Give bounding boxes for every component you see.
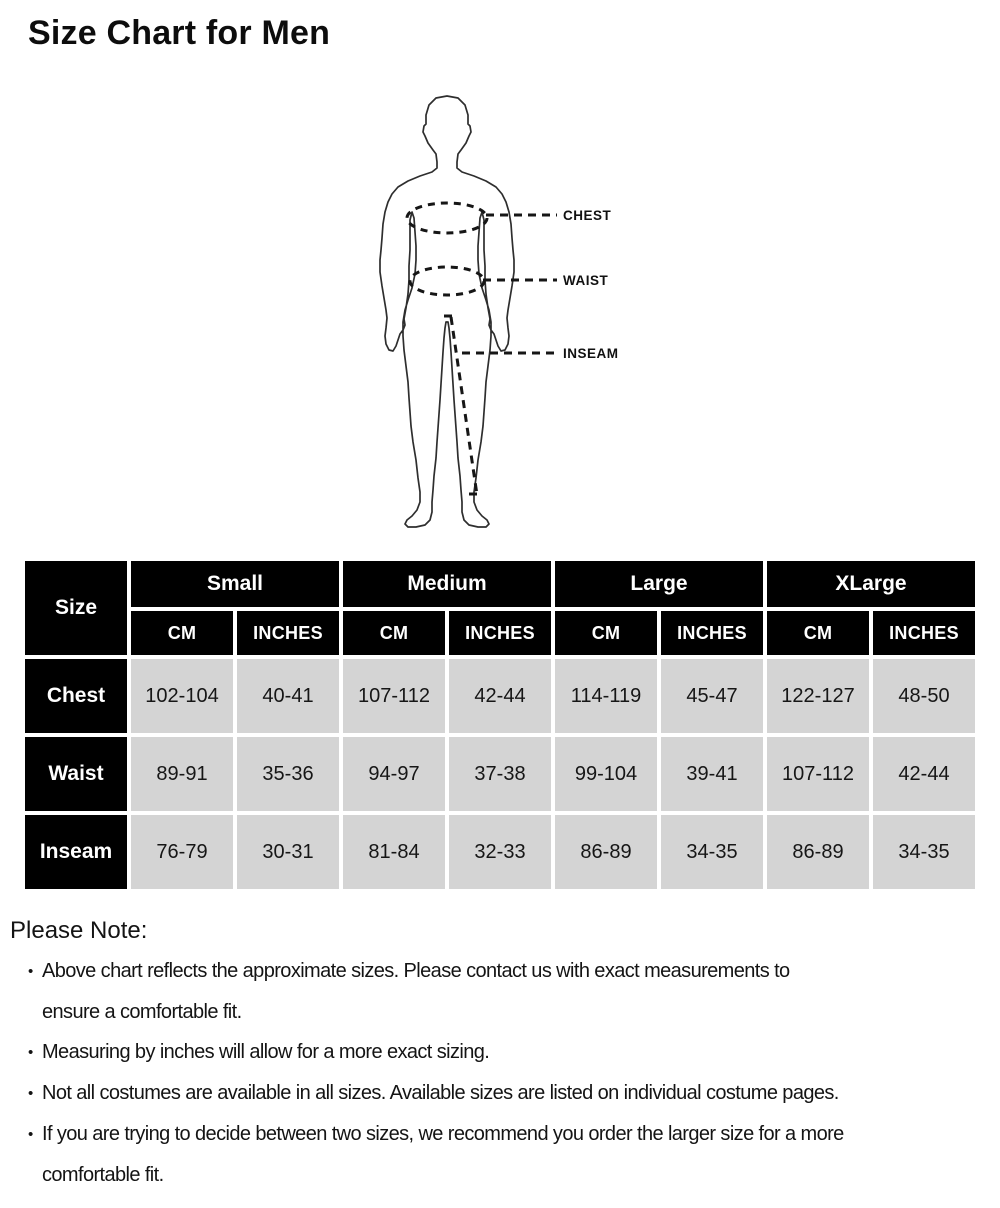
inseam-label: INSEAM (563, 346, 619, 361)
size-value-cell: 114-119 (555, 659, 657, 733)
size-corner-header: Size (25, 561, 127, 655)
size-value-cell: 107-112 (767, 737, 869, 811)
page-title: Size Chart for Men (28, 14, 331, 52)
bullet-icon: • (28, 963, 33, 980)
size-value-cell: 37-38 (449, 737, 551, 811)
table-row-inseam (25, 815, 975, 889)
row-label-waist: Waist (25, 737, 127, 811)
size-group-header-xlarge: XLarge (767, 561, 975, 607)
size-value-cell: 102-104 (131, 659, 233, 733)
size-value-cell: 86-89 (767, 815, 869, 889)
row-label-inseam: Inseam (25, 815, 127, 889)
note-text: comfortable fit. (42, 1164, 164, 1186)
list-item (0, 951, 1000, 1032)
unit-header-cm: CM (767, 611, 869, 655)
note-text: Measuring by inches will allow for a more exact sizing. (42, 1041, 490, 1063)
size-value-cell: 107-112 (343, 659, 445, 733)
note-line (0, 1032, 1000, 1073)
size-value-cell: 86-89 (555, 815, 657, 889)
unit-header-inches: INCHES (661, 611, 763, 655)
size-group-header-row (25, 561, 975, 607)
size-chart-page (0, 14, 1000, 1208)
body-outline (380, 96, 514, 527)
size-group-header-medium: Medium (343, 561, 551, 607)
note-text: Not all costumes are available in all sizes. Available sizes are listed on individual costume pages. (42, 1082, 839, 1104)
waist-measure-ellipse (410, 267, 484, 295)
unit-header-row (25, 611, 975, 655)
size-value-cell: 39-41 (661, 737, 763, 811)
size-value-cell: 40-41 (237, 659, 339, 733)
size-value-cell: 42-44 (449, 659, 551, 733)
size-value-cell: 94-97 (343, 737, 445, 811)
size-group-header-small: Small (131, 561, 339, 607)
note-line (0, 1073, 1000, 1114)
unit-header-cm: CM (131, 611, 233, 655)
unit-header-inches: INCHES (449, 611, 551, 655)
size-value-cell: 42-44 (873, 737, 975, 811)
note-line (0, 951, 1000, 992)
note-text: If you are trying to decide between two sizes, we recommend you order the larger size for a more (42, 1123, 844, 1145)
list-item (0, 1032, 1000, 1073)
size-value-cell: 45-47 (661, 659, 763, 733)
unit-header-cm: CM (555, 611, 657, 655)
size-table (21, 557, 979, 893)
size-group-header-large: Large (555, 561, 763, 607)
size-value-cell: 32-33 (449, 815, 551, 889)
notes-list (0, 951, 1000, 1195)
note-line (0, 1114, 1000, 1155)
table-row-waist (25, 737, 975, 811)
note-line (0, 1155, 1000, 1195)
chest-measure-ellipse (407, 203, 487, 233)
size-value-cell: 122-127 (767, 659, 869, 733)
size-value-cell: 89-91 (131, 737, 233, 811)
chest-label: CHEST (563, 208, 612, 223)
notes-section (0, 915, 1000, 1195)
bullet-icon: • (28, 1085, 33, 1102)
body-figure-illustration (358, 88, 638, 550)
row-label-chest: Chest (25, 659, 127, 733)
body-measurement-diagram (0, 53, 1000, 523)
size-value-cell: 35-36 (237, 737, 339, 811)
list-item (0, 1073, 1000, 1114)
size-value-cell: 99-104 (555, 737, 657, 811)
bullet-icon: • (28, 1044, 33, 1061)
note-text: ensure a comfortable fit. (42, 1001, 242, 1023)
bullet-icon: • (28, 1126, 33, 1143)
size-value-cell: 76-79 (131, 815, 233, 889)
waist-label: WAIST (563, 273, 609, 288)
note-text: Above chart reflects the approximate sizes. Please contact us with exact measurements to (42, 960, 790, 982)
size-value-cell: 30-31 (237, 815, 339, 889)
unit-header-cm: CM (343, 611, 445, 655)
unit-header-inches: INCHES (873, 611, 975, 655)
size-value-cell: 34-35 (661, 815, 763, 889)
notes-heading: Please Note: (10, 917, 148, 944)
size-value-cell: 48-50 (873, 659, 975, 733)
unit-header-inches: INCHES (237, 611, 339, 655)
list-item (0, 1114, 1000, 1195)
table-row-chest (25, 659, 975, 733)
note-line (0, 992, 1000, 1032)
size-value-cell: 81-84 (343, 815, 445, 889)
size-value-cell: 34-35 (873, 815, 975, 889)
